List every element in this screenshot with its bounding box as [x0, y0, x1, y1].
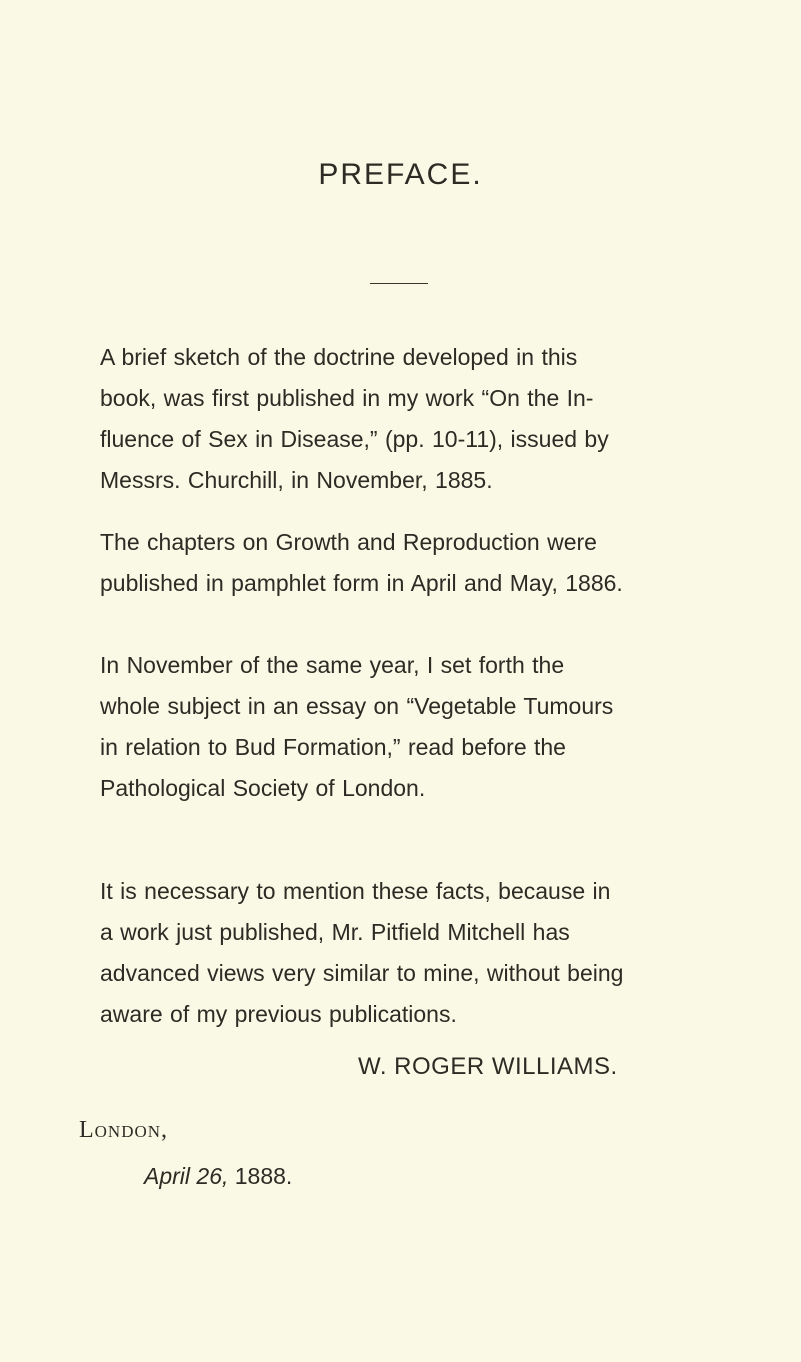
text-line: fluence of Sex in Disease,” (pp. 10-11), issued by	[100, 426, 609, 452]
text-line: a work just published, Mr. Pitfield Mitchell has	[100, 919, 570, 945]
text-line: aware of my previous publications.	[100, 1001, 457, 1027]
date-line	[144, 1163, 292, 1190]
paragraph-essay	[79, 645, 703, 809]
paragraph-pamphlet	[79, 522, 703, 604]
paragraph-first-publication	[79, 337, 703, 501]
date-month-day: April 26,	[144, 1163, 229, 1189]
text-line: published in pamphlet form in April and May, 1886.	[100, 570, 623, 596]
text-line: whole subject in an essay on “Vegetable Tumours	[100, 693, 614, 719]
text-line: book, was first published in my work “On the In-	[100, 385, 594, 411]
text-line: The chapters on Growth and Reproduction were	[100, 529, 597, 555]
text-line: In November of the same year, I set forth the	[100, 652, 565, 678]
text-line: in relation to Bud Formation,” read before the	[100, 734, 566, 760]
text-line: Pathological Society of London.	[100, 775, 426, 801]
author-signature: W. ROGER WILLIAMS.	[358, 1053, 618, 1080]
text-line: Messrs. Churchill, in November, 1885.	[100, 467, 493, 493]
paragraph-reason	[79, 871, 703, 1035]
text-line: advanced views very similar to mine, without being	[100, 960, 624, 986]
page-title: PREFACE.	[318, 158, 483, 191]
title-divider	[370, 283, 428, 284]
text-line: It is necessary to mention these facts, because in	[100, 878, 611, 904]
place-line: London,	[79, 1117, 169, 1143]
text-line: A brief sketch of the doctrine developed in this	[100, 344, 578, 370]
date-year: 1888.	[234, 1163, 293, 1189]
